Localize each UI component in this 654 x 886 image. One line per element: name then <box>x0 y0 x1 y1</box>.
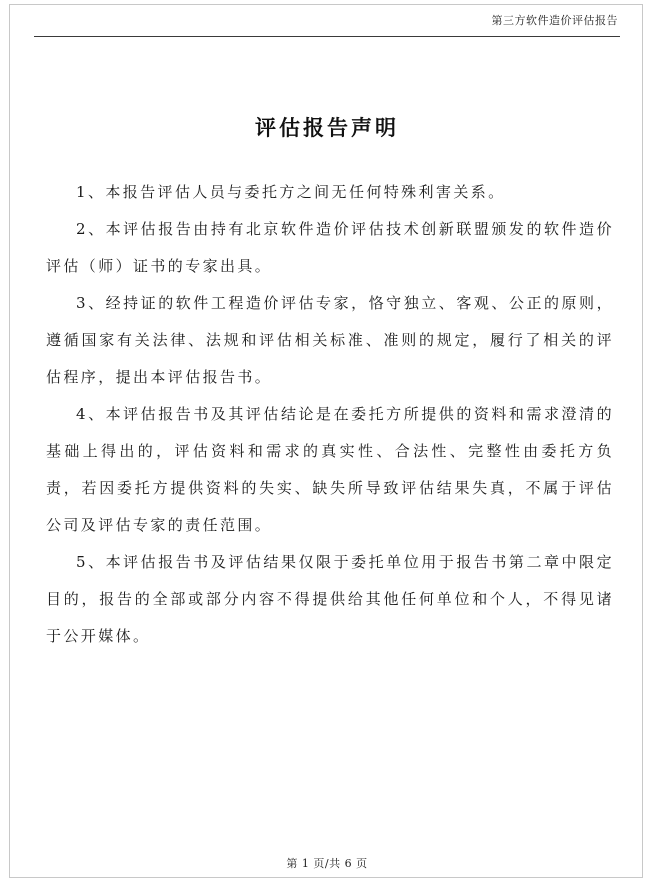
statement-paragraph-1: 1、本报告评估人员与委托方之间无任何特殊利害关系。 <box>76 183 506 201</box>
statement-paragraph-5: 5、本评估报告书及评估结果仅限于委托单位用于报告书第二章中限定目的，报告的全部或部分内容不得提供给其他任何单位和个人，不得见诸于公开媒体。 <box>46 553 614 645</box>
statement-paragraph-2: 2、本评估报告由持有北京软件造价评估技术创新联盟颁发的软件造价评估（师）证书的专家出具。 <box>46 220 614 275</box>
header-divider <box>34 36 620 37</box>
page-number: 第 1 页/共 6 页 <box>286 857 368 870</box>
statement-body <box>46 174 614 655</box>
statement-paragraph-3: 3、经持证的软件工程造价评估专家，恪守独立、客观、公正的原则，遵循国家有关法律、法规和评估相关标准、准则的规定，履行了相关的评估程序，提出本评估报告书。 <box>46 294 614 386</box>
page-title: 评估报告声明 <box>255 115 399 140</box>
running-header: 第三方软件造价评估报告 <box>491 14 618 27</box>
statement-paragraph-4: 4、本评估报告书及其评估结论是在委托方所提供的资料和需求澄清的基础上得出的，评估资料和需求的真实性、合法性、完整性由委托方负责，若因委托方提供资料的失实、缺失所导致评估结果失真，不属于评估公司及评估专家的责任范围。 <box>46 405 614 534</box>
